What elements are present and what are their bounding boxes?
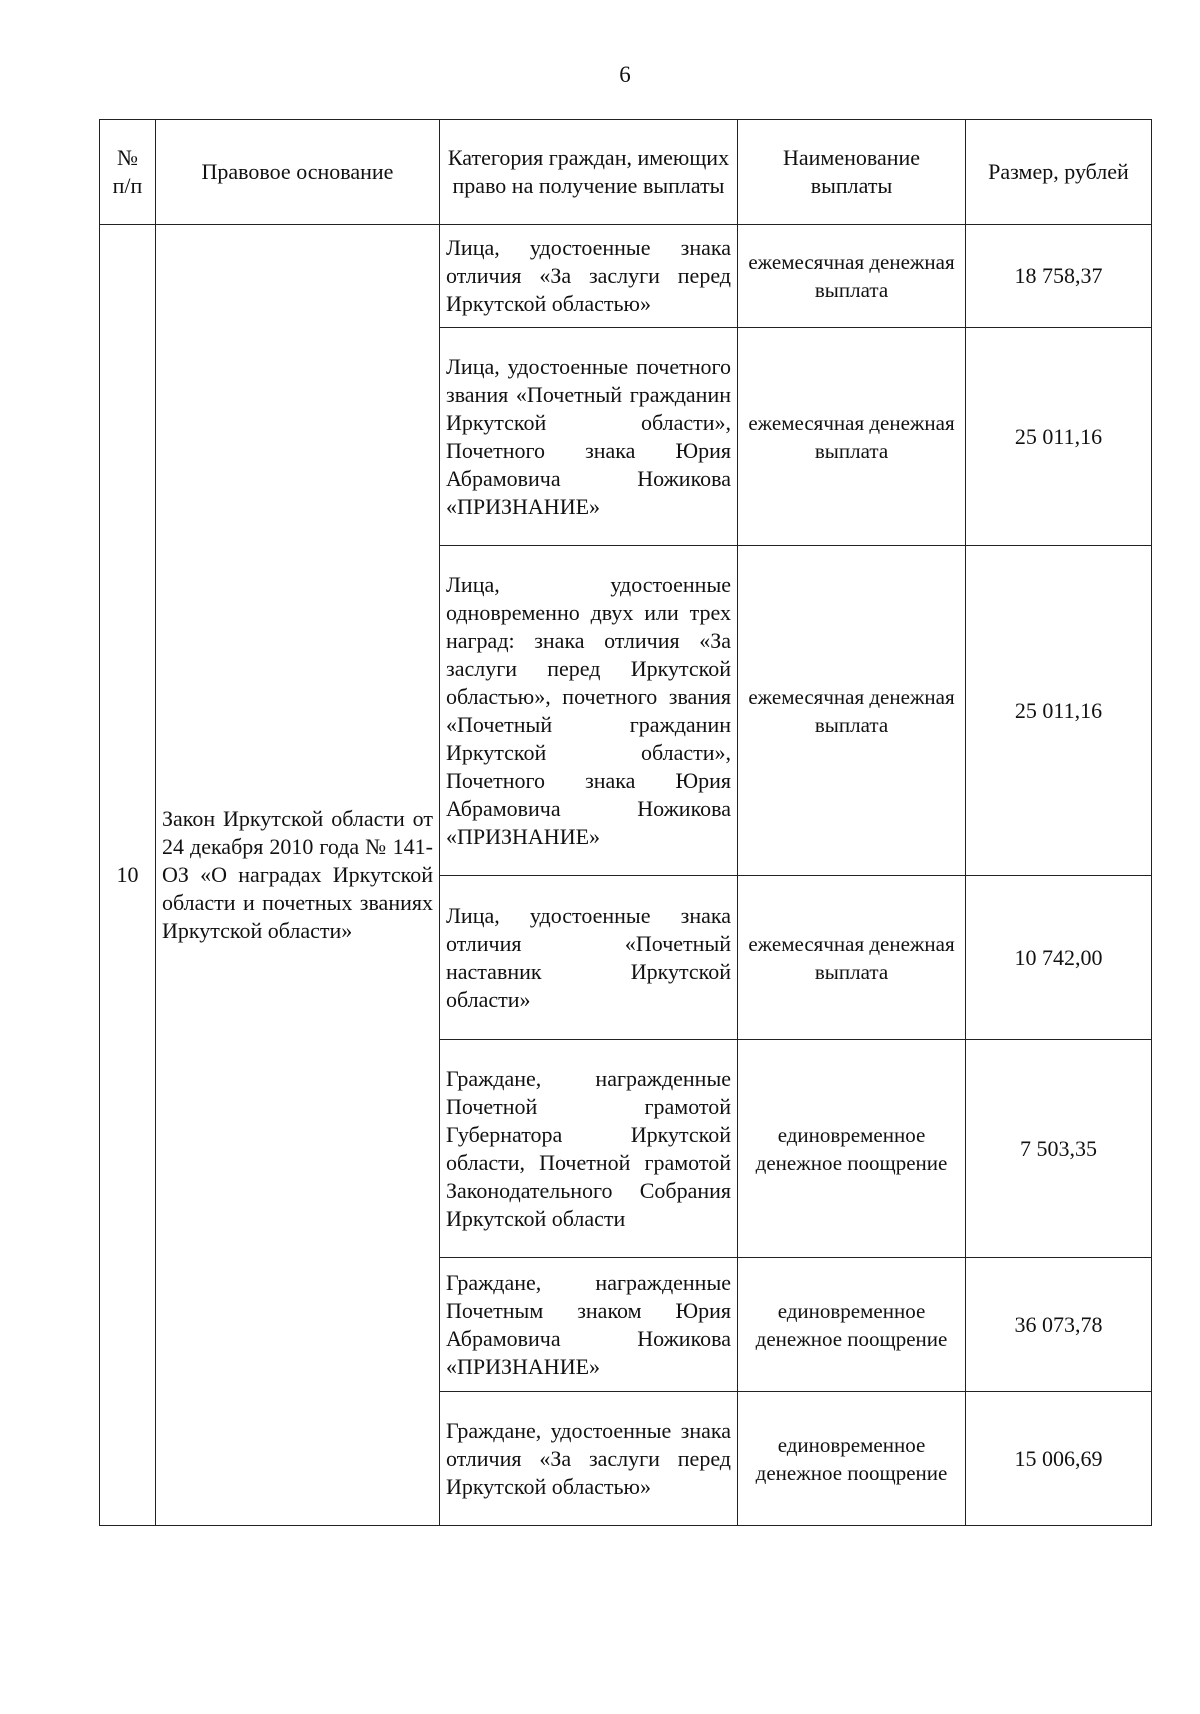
amount-cell: 15 006,69: [966, 1392, 1152, 1526]
header-num: № п/п: [100, 120, 156, 225]
payment-name-cell: единовременное денежное поощрение: [738, 1258, 966, 1392]
payment-name-cell: ежемесячная денежная выплата: [738, 546, 966, 876]
amount-cell: 36 073,78: [966, 1258, 1152, 1392]
legal-basis: Закон Иркутской области от 24 декабря 2010 года № 141-ОЗ «О наградах Иркутской области и почетных званиях Иркутской области»: [156, 225, 440, 1526]
amount-cell: 18 758,37: [966, 225, 1152, 328]
payment-name-cell: единовременное денежное поощрение: [738, 1040, 966, 1258]
category-cell: Лица, удостоенные почетного звания «Почетный гражданин Иркутской области», Почетного знака Юрия Абрамовича Ножикова «ПРИЗНАНИЕ»: [440, 328, 738, 546]
payment-name-cell: ежемесячная денежная выплата: [738, 328, 966, 546]
category-cell: Лица, удостоенные знака отличия «Почетный наставник Иркутской области»: [440, 876, 738, 1040]
category-cell: Лица, удостоенные одновременно двух или трех наград: знака отличия «За заслуги перед Иркутской областью», почетного звания «Почетный гражданин Иркутской области», Почетного знака Юрия Абрамовича Ножикова «ПРИЗНАНИЕ»: [440, 546, 738, 876]
header-name: Наименование выплаты: [738, 120, 966, 225]
category-cell: Граждане, награжденные Почетной грамотой Губернатора Иркутской области, Почетной грамотой Законодательного Собрания Иркутской области: [440, 1040, 738, 1258]
payment-name-cell: ежемесячная денежная выплата: [738, 225, 966, 328]
payment-name-cell: ежемесячная денежная выплата: [738, 876, 966, 1040]
header-size: Размер, рублей: [966, 120, 1152, 225]
row-number: 10: [100, 225, 156, 1526]
amount-cell: 25 011,16: [966, 546, 1152, 876]
header-basis: Правовое основание: [156, 120, 440, 225]
amount-cell: 10 742,00: [966, 876, 1152, 1040]
header-row: [100, 120, 1152, 225]
amount-cell: 25 011,16: [966, 328, 1152, 546]
header-category: Категория граждан, имеющих право на получение выплаты: [440, 120, 738, 225]
category-cell: Граждане, награжденные Почетным знаком Юрия Абрамовича Ножикова «ПРИЗНАНИЕ»: [440, 1258, 738, 1392]
table-row: [100, 225, 1152, 328]
category-cell: Граждане, удостоенные знака отличия «За заслуги перед Иркутской областью»: [440, 1392, 738, 1526]
payment-name-cell: единовременное денежное поощрение: [738, 1392, 966, 1526]
category-cell: Лица, удостоенные знака отличия «За заслуги перед Иркутской областью»: [440, 225, 738, 328]
amount-cell: 7 503,35: [966, 1040, 1152, 1258]
payments-table: [99, 119, 1152, 1526]
page-number: 6: [619, 62, 631, 87]
